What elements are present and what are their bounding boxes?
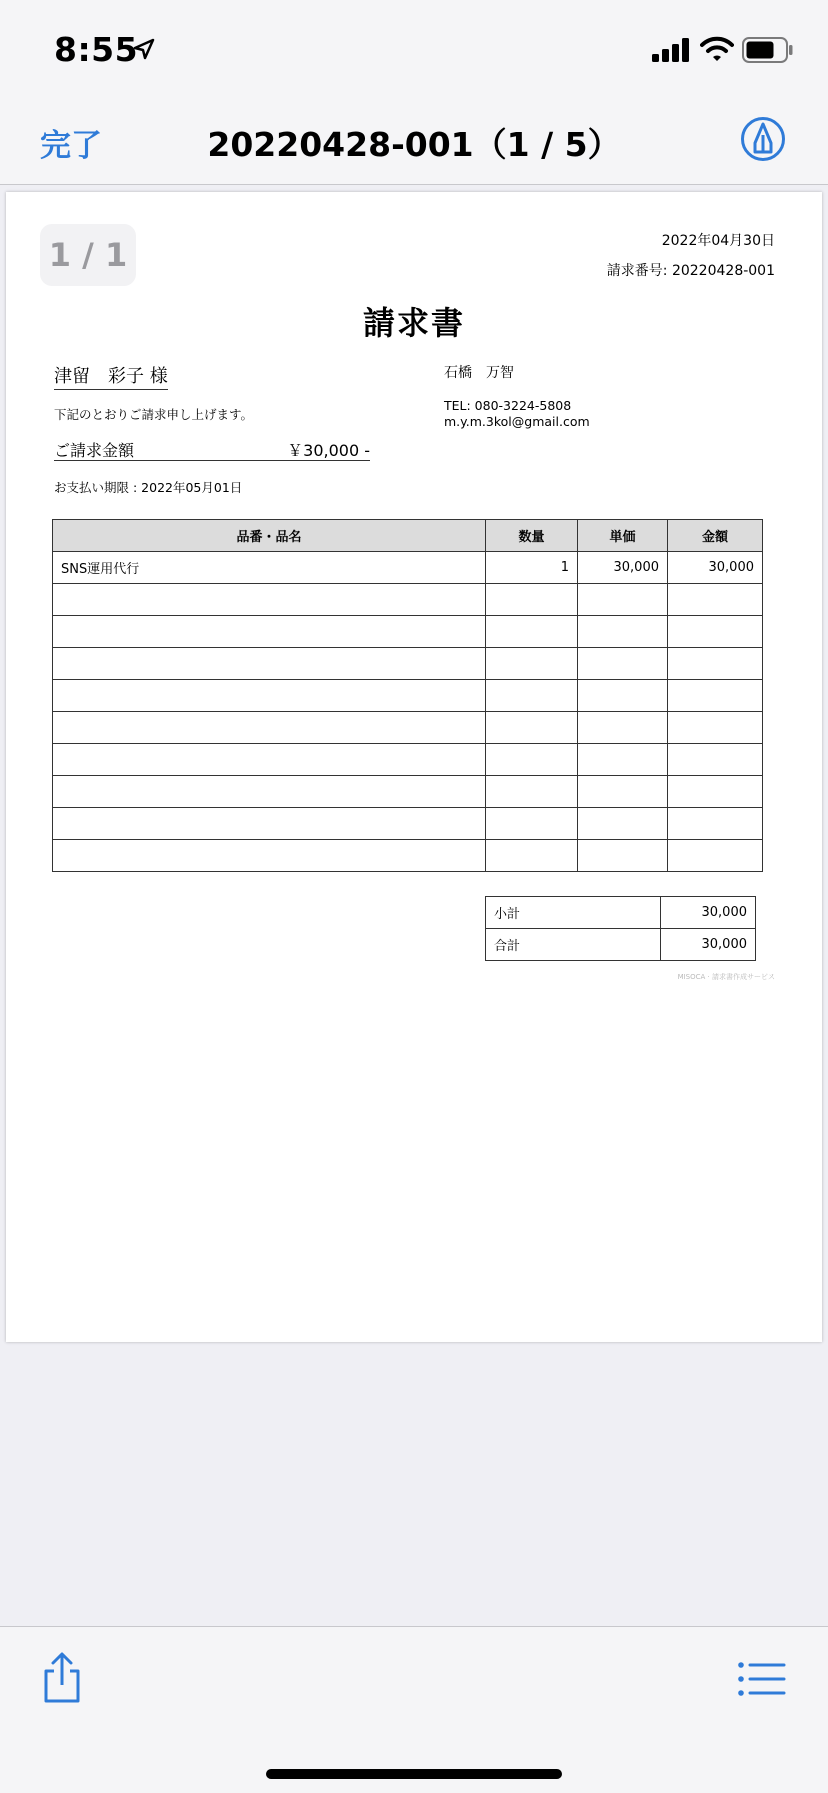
table-row-empty [53, 584, 763, 616]
cell-unit-price: 30,000 [578, 552, 668, 584]
battery-icon [742, 37, 794, 63]
page-title: 20220428-001（1 / 5） [207, 125, 621, 164]
sender-contact [444, 398, 590, 430]
table-row-empty [53, 808, 763, 840]
sender-email: m.y.m.3kol@gmail.com [444, 414, 590, 429]
total-row [486, 929, 756, 961]
total-value: 30,000 [661, 929, 756, 961]
cellular-signal-icon [652, 38, 692, 62]
wifi-icon [700, 36, 734, 62]
header-qty: 数量 [486, 520, 578, 552]
table-row-empty [53, 840, 763, 872]
billing-amount-value: ￥30,000 - [287, 441, 370, 460]
subtotal-value: 30,000 [661, 897, 756, 929]
home-indicator [266, 1769, 562, 1779]
table-row [53, 552, 763, 584]
table-row-empty [53, 616, 763, 648]
markup-pen-icon[interactable] [740, 116, 786, 162]
payment-due: お支払い期限 : 2022年05月01日 [54, 480, 243, 495]
invoice-date: 2022年04月30日 [661, 233, 775, 249]
page-indicator: 1 / 1 [40, 224, 136, 286]
status-time: 8:55 [54, 30, 139, 69]
invoice-intro: 下記のとおりご請求申し上げます。 [54, 407, 254, 422]
share-icon[interactable] [40, 1651, 84, 1703]
table-row-empty [53, 744, 763, 776]
bottom-toolbar [0, 1626, 828, 1793]
header-amount: 金額 [668, 520, 763, 552]
cell-amount: 30,000 [668, 552, 763, 584]
table-row-empty [53, 680, 763, 712]
items-table [52, 519, 763, 872]
invoice-title: 請求書 [362, 304, 465, 342]
table-row-empty [53, 648, 763, 680]
invoice-document-page [6, 192, 822, 1342]
header-unit-price: 単価 [578, 520, 668, 552]
invoice-number: 請求番号: 20220428-001 [606, 263, 775, 279]
location-arrow-icon [133, 38, 155, 60]
client-name: 津留 彩子 様 [54, 362, 168, 390]
list-icon[interactable] [738, 1661, 786, 1697]
navigation-bar [0, 100, 828, 185]
header-item: 品番・品名 [53, 520, 486, 552]
cell-qty: 1 [486, 552, 578, 584]
table-header-row [53, 520, 763, 552]
billing-amount-label: ご請求金額 [54, 441, 135, 460]
cell-item: SNS運用代行 [53, 552, 486, 584]
totals-table [485, 896, 756, 961]
sender-tel: TEL: 080-3224-5808 [444, 398, 572, 413]
status-bar [0, 0, 828, 100]
table-row-empty [53, 776, 763, 808]
table-row-empty [53, 712, 763, 744]
subtotal-row [486, 897, 756, 929]
subtotal-label: 小計 [486, 897, 661, 929]
total-label: 合計 [486, 929, 661, 961]
billing-amount-row [54, 438, 370, 461]
sender-name: 石橋 万智 [444, 365, 514, 381]
service-footer: MISOCA · 請求書作成サービス [677, 973, 775, 981]
done-button[interactable]: 完了 [40, 128, 102, 164]
